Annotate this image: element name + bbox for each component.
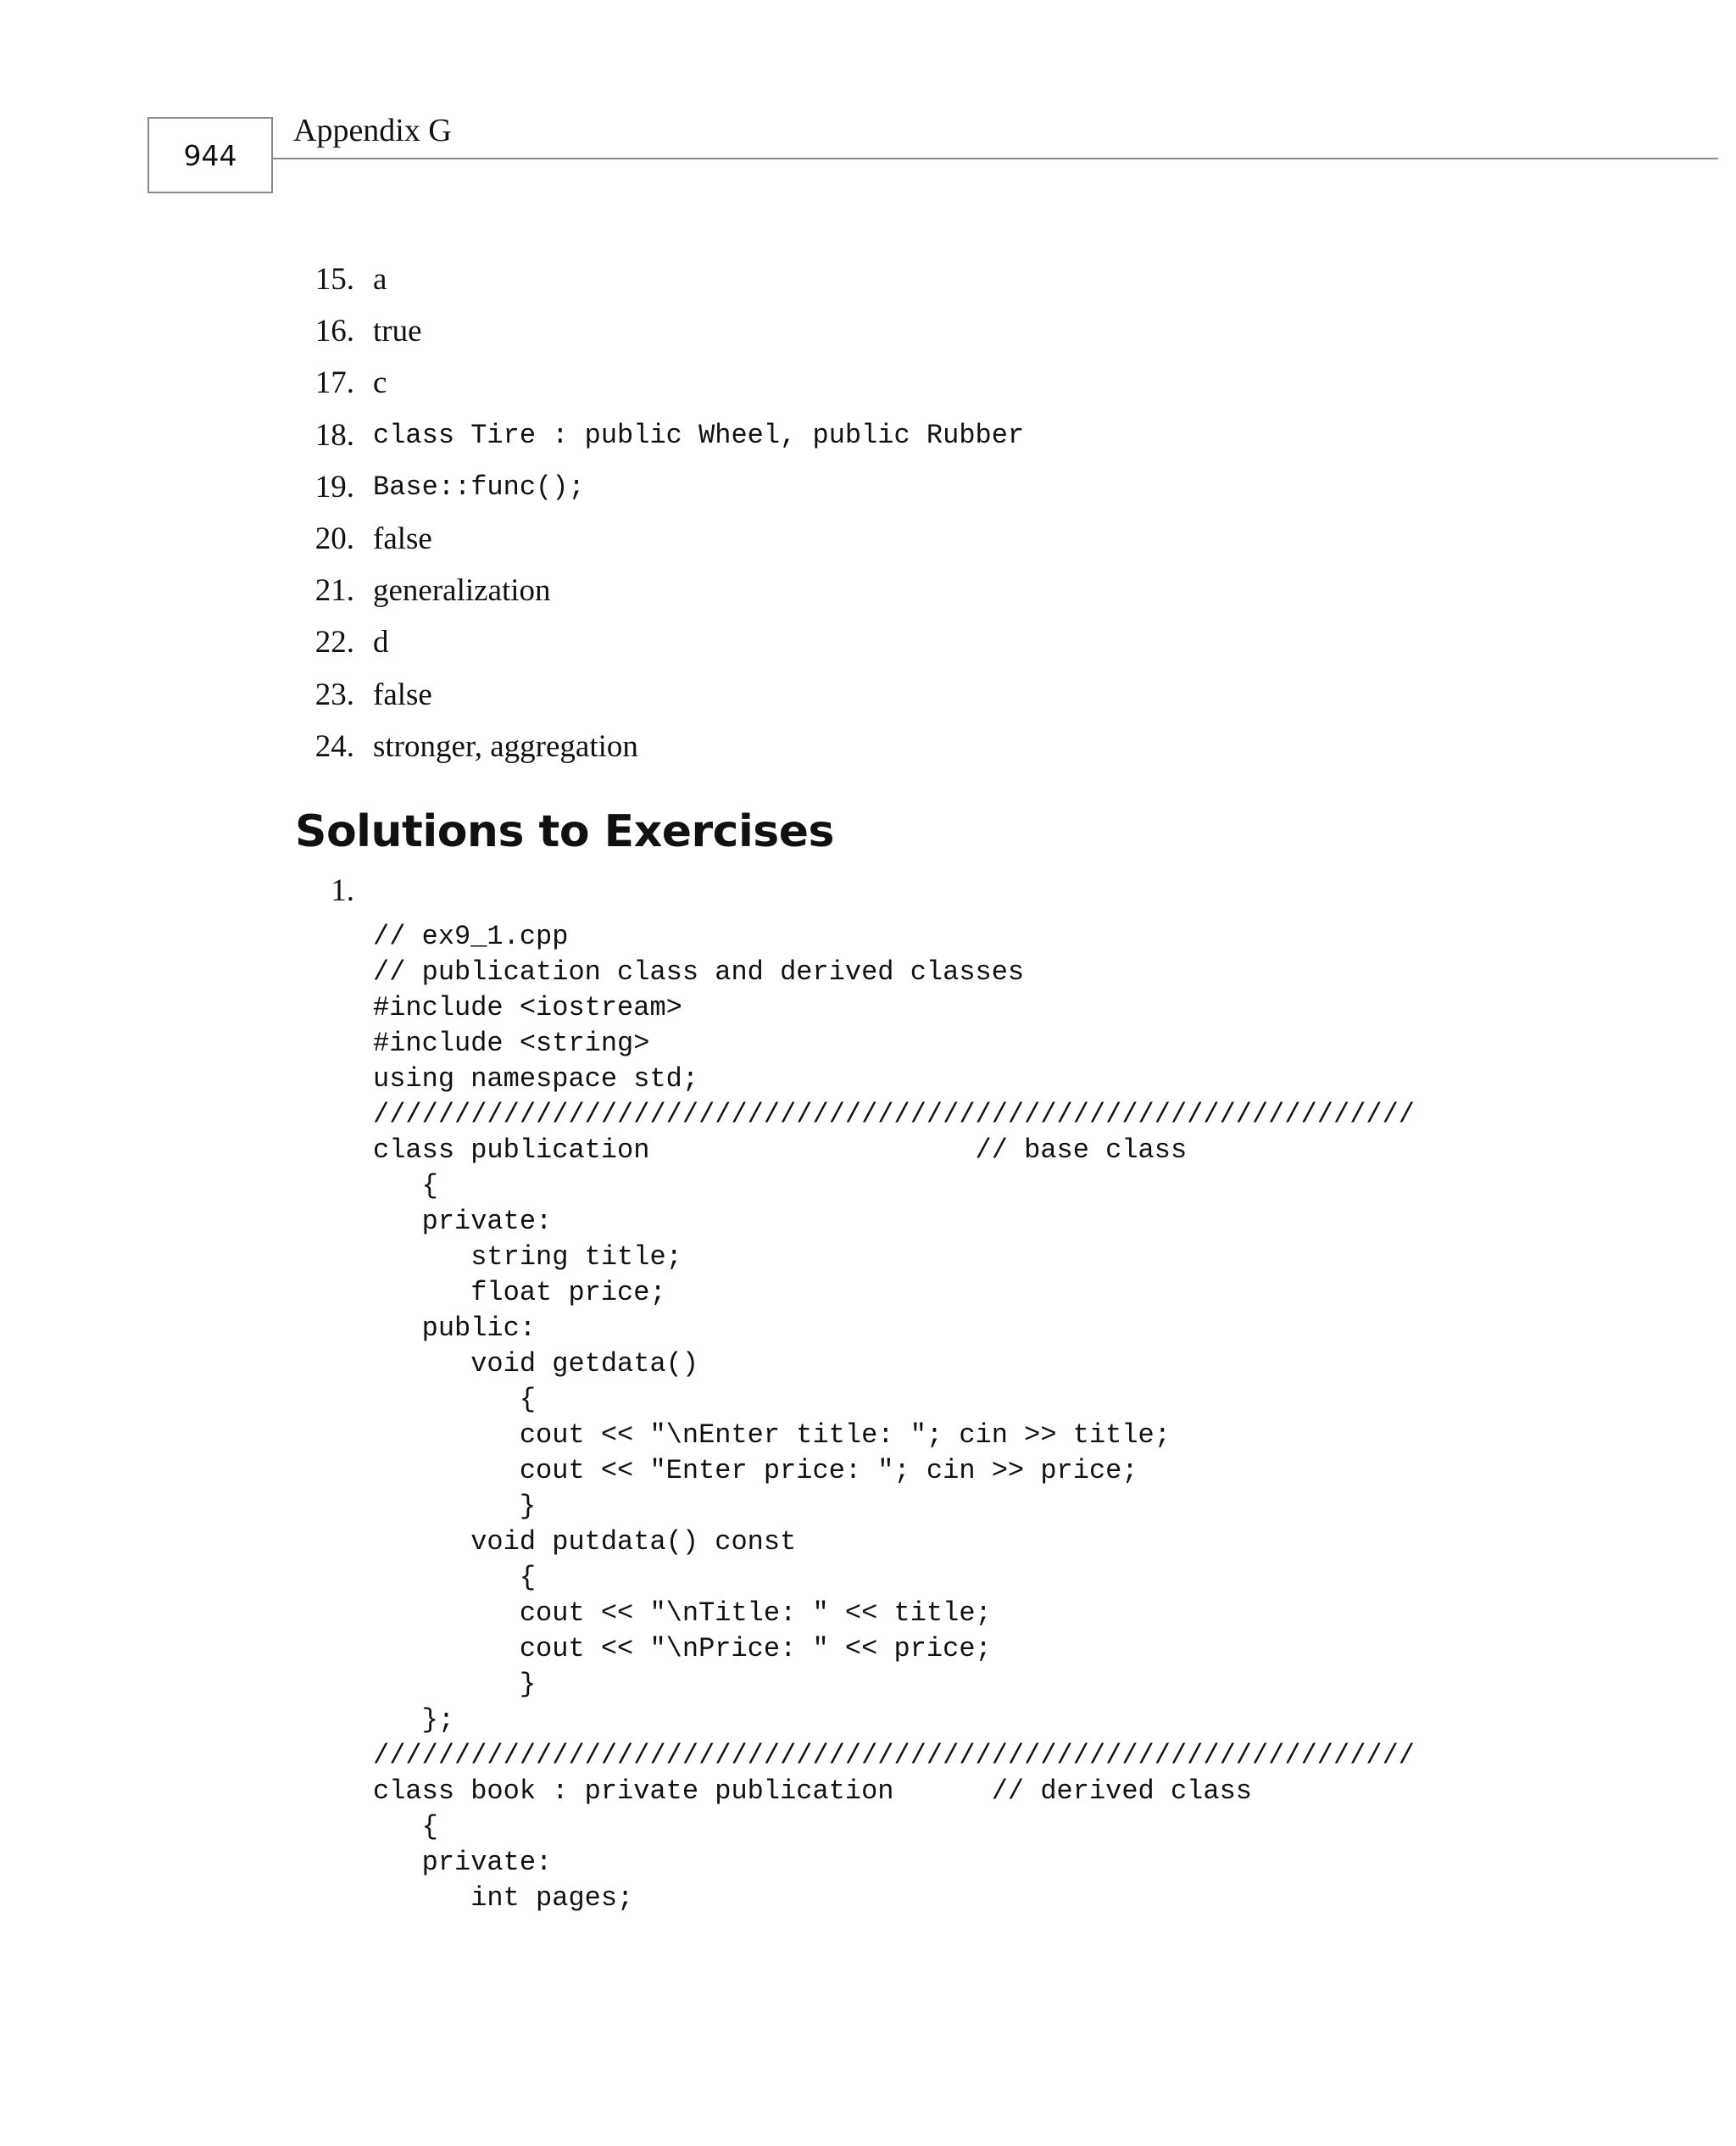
list-item [0,257,1736,309]
code-line: using namespace std; [373,1063,699,1095]
code-line: // publication class and derived classes [373,956,1025,988]
answer-text: a [373,262,387,297]
code-listing [373,919,1415,1916]
code-line: cout << "\nTitle: " << title; [373,1597,992,1629]
list-item [0,413,1736,465]
list-item [0,568,1736,620]
list-item [0,360,1736,412]
code-line: } [373,1491,537,1522]
code-line: class book : private publication // derived class [373,1775,1252,1807]
answer-number: 23. [314,677,354,712]
answer-number: 21. [314,573,354,609]
answer-text: false [373,677,432,712]
code-line: //////////////////////////////////////////////////////////////// [373,1740,1415,1771]
code-line: void getdata() [373,1348,699,1380]
code-line: private: [373,1206,553,1237]
answer-number: 19. [314,469,354,504]
answer-text: stronger, aggregation [373,728,638,764]
answer-number: 18. [314,417,354,453]
answer-number: 15. [314,262,354,297]
list-item [0,309,1736,360]
code-line: string title; [373,1241,682,1273]
code-line: float price; [373,1277,666,1308]
code-line: { [373,1384,537,1415]
answer-text: generalization [373,573,551,609]
list-item [0,724,1736,776]
answer-number: 24. [314,728,354,764]
code-line: { [373,1811,438,1842]
exercise-number: 1. [331,873,354,908]
answer-code: class Tire : public Wheel, public Rubber [373,419,1025,451]
code-line: } [373,1669,537,1700]
code-line: //////////////////////////////////////////////////////////////// [373,1099,1415,1130]
running-header-title: Appendix G [293,113,452,148]
code-line: { [373,1562,537,1593]
answer-text: false [373,521,432,556]
code-line: }; [373,1704,455,1736]
code-line: cout << "Enter price: "; cin >> price; [373,1455,1138,1486]
code-line: int pages; [373,1882,634,1914]
code-line: #include <string> [373,1028,650,1059]
answer-number: 20. [314,521,354,556]
code-line: class publication // base class [373,1134,1188,1166]
answer-text: d [373,625,389,661]
code-line: void putdata() const [373,1526,797,1558]
code-line: #include <iostream> [373,992,682,1023]
list-item [0,465,1736,516]
list-item [0,620,1736,672]
code-line: // ex9_1.cpp [373,921,569,952]
answer-code: Base::func(); [373,471,585,503]
answers-list [0,257,1736,776]
code-line: { [373,1170,438,1201]
list-item [0,516,1736,568]
answer-number: 22. [314,625,354,661]
answer-number: 16. [314,314,354,349]
answer-text: true [373,314,422,349]
code-line: cout << "\nEnter title: "; cin >> title; [373,1419,1171,1451]
answer-text: c [373,365,387,401]
code-line: public: [373,1313,537,1344]
answer-number: 17. [314,365,354,401]
list-item [0,672,1736,724]
code-line: private: [373,1847,553,1878]
page-number: 944 [147,117,273,193]
section-heading: Solutions to Exercises [295,806,834,857]
header-rule [273,158,1718,159]
code-line: cout << "\nPrice: " << price; [373,1633,992,1664]
